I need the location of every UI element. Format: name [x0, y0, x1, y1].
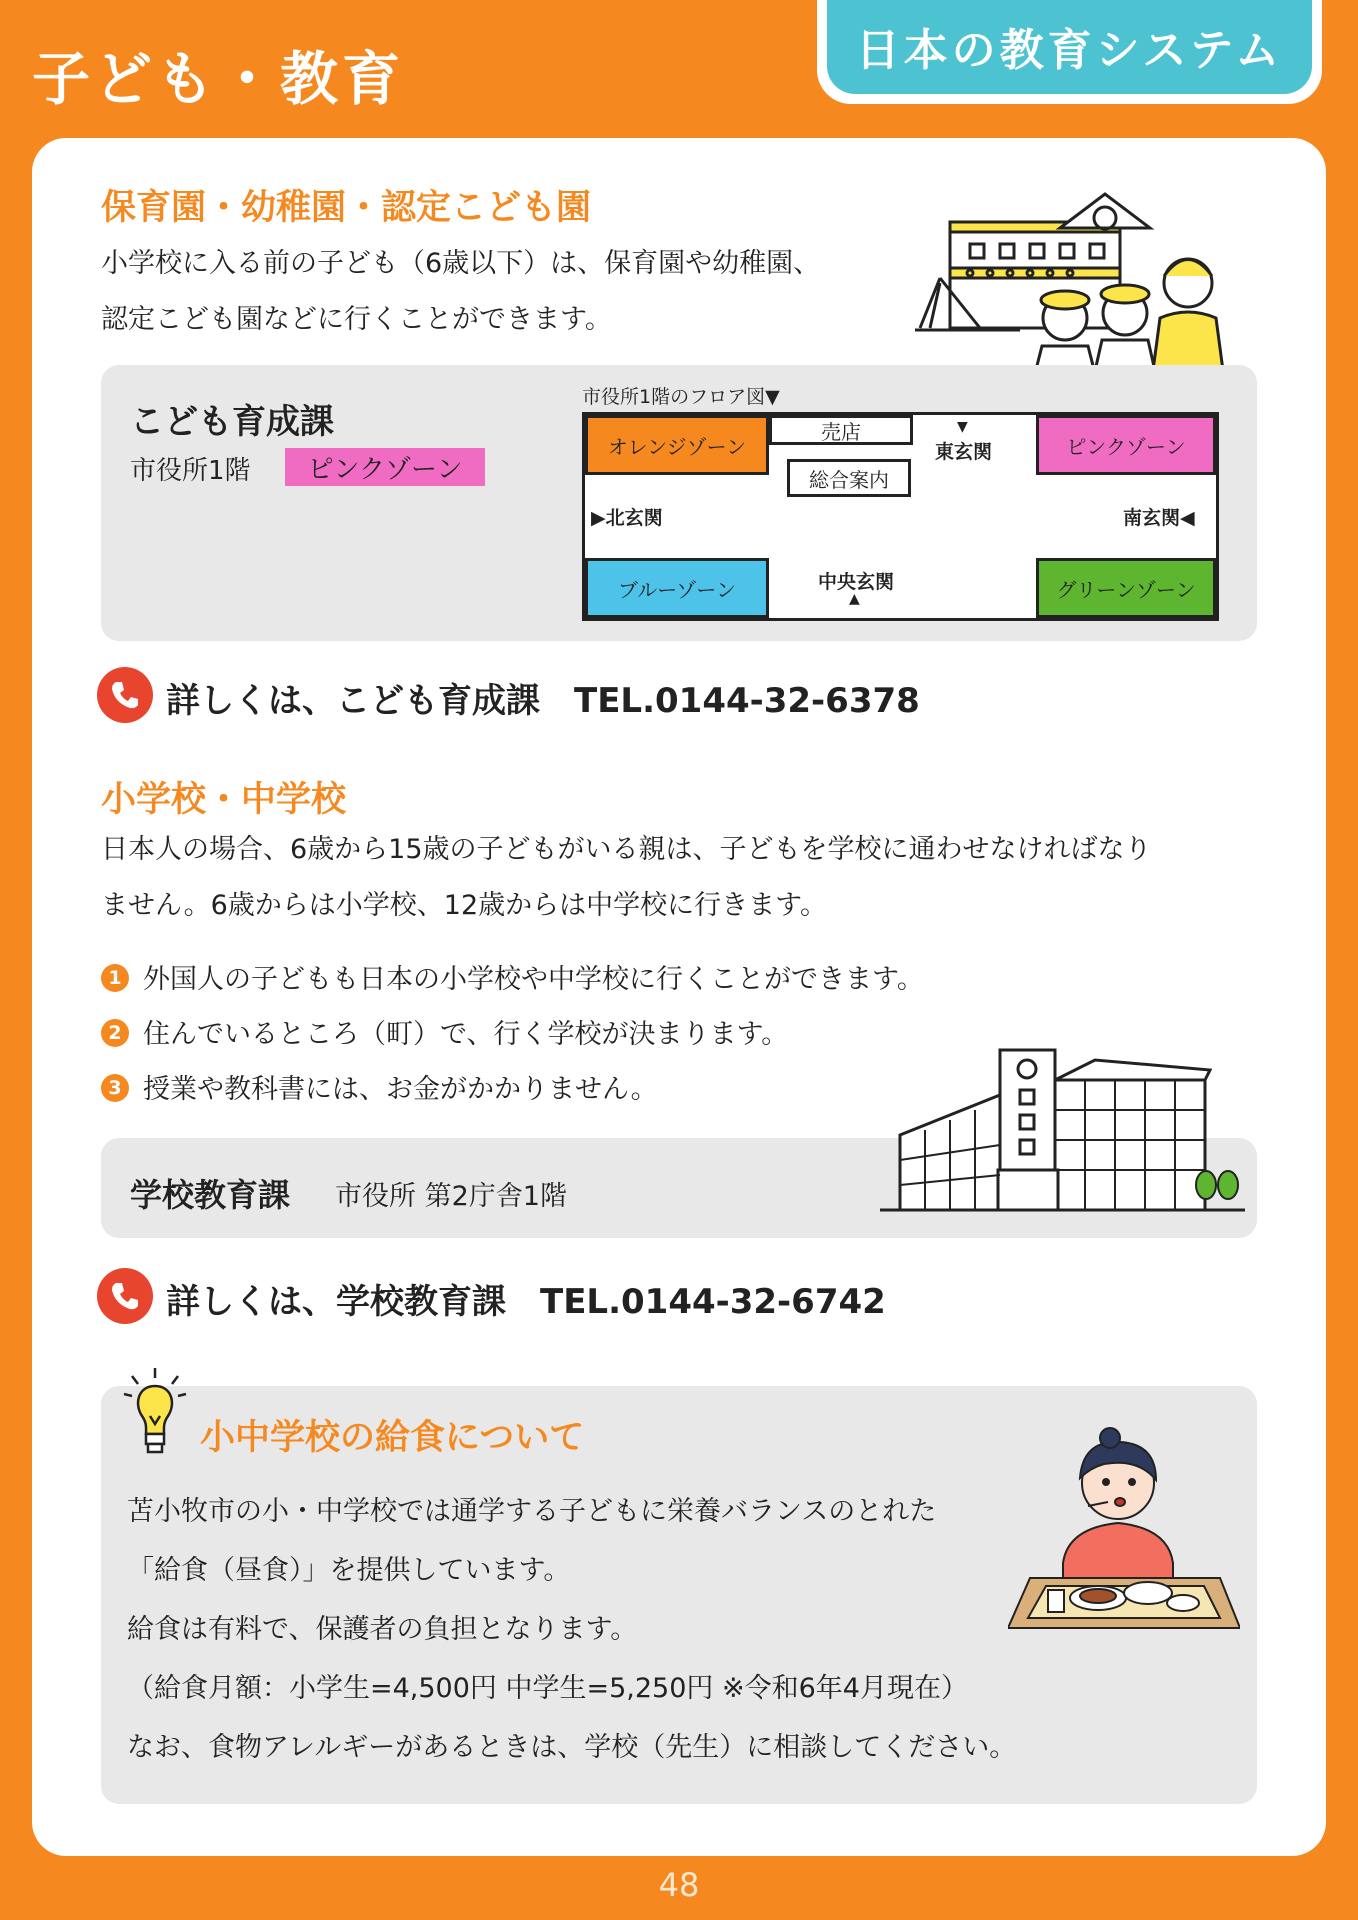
section-tab: 日本の教育システム	[827, 0, 1312, 94]
point-text: 授業や教科書には、お金がかかりません。	[143, 1074, 658, 1105]
lunch-heading: 小中学校の給食について	[200, 1418, 585, 1458]
girl-eating-lunch-illustration	[1008, 1418, 1240, 1638]
schools-text-1: 日本人の場合、6歳から15歳の子どもがいる親は、子どもを学校に通わせなければなり	[101, 834, 1152, 865]
east-arrow-icon: ▼	[957, 419, 968, 435]
point-text: 外国人の子どもも日本の小学校や中学校に行くことができます。	[143, 964, 924, 995]
lunch-line-5: なお、食物アレルギーがあるときは、学校（先生）に相談してください。	[127, 1732, 1017, 1763]
school-point-2	[101, 1008, 788, 1062]
blue-zone: ブルーゾーン	[585, 558, 769, 618]
phone-icon	[97, 667, 153, 723]
schools-text-2: ません。6歳からは小学校、12歳からは中学校に行きます。	[101, 890, 827, 921]
school-point-1	[101, 953, 924, 1007]
lunch-line-3: 給食は有料で、保護者の負担となります。	[127, 1614, 638, 1645]
point-number: 1	[101, 964, 129, 992]
kindergarten-illustration	[910, 188, 1240, 393]
info-desk: 総合案内	[787, 459, 911, 497]
green-zone: グリーンゾーン	[1036, 558, 1216, 618]
point-number: 3	[101, 1074, 129, 1102]
floor-map	[582, 412, 1219, 621]
pink-zone: ピンクゾーン	[1036, 415, 1216, 475]
north-entrance: ▶北玄関	[591, 507, 663, 529]
page-number: 48	[658, 1866, 700, 1904]
nursery-office-location: 市役所1階	[130, 456, 251, 486]
nursery-office-zone: ピンクゾーン	[285, 448, 485, 486]
floor-map-title: 市役所1階のフロア図▼	[582, 386, 780, 408]
lunch-line-2: 「給食（昼食）」を提供しています。	[127, 1555, 571, 1586]
lunch-line-4: （給食月額：小学生=4,500円 中学生=5,250円 ※令和6年4月現在）	[127, 1673, 968, 1704]
category-title: 子ども・教育	[32, 45, 405, 113]
orange-zone: オレンジゾーン	[585, 415, 769, 475]
shop: 売店	[769, 415, 913, 445]
central-arrow-icon: ▲	[849, 591, 860, 607]
east-entrance: 東玄関	[935, 441, 993, 463]
lunch-line-1: 苫小牧市の小・中学校では通学する子どもに栄養バランスのとれた	[127, 1496, 937, 1527]
school-building-illustration	[880, 1045, 1250, 1215]
school-point-3	[101, 1063, 658, 1117]
point-number: 2	[101, 1019, 129, 1047]
lightbulb-icon	[122, 1366, 188, 1466]
central-entrance: 中央玄関	[818, 571, 895, 593]
schools-office-name: 学校教育課	[130, 1176, 291, 1214]
point-text: 住んでいるところ（町）で、行く学校が決まります。	[143, 1019, 789, 1050]
nursery-text-1: 小学校に入る前の子ども（6歳以下）は、保育園や幼稚園、	[101, 248, 821, 279]
phone-icon	[97, 1268, 153, 1324]
nursery-office-name: こども育成課	[130, 402, 334, 442]
schools-office-location: 市役所 第2庁舎1階	[335, 1181, 567, 1212]
nursery-heading: 保育園・幼稚園・認定こども園	[101, 188, 592, 228]
nursery-text-2: 認定こども園などに行くことができます。	[101, 304, 612, 335]
nursery-contact: 詳しくは、こども育成課 TEL.0144-32-6378	[166, 681, 920, 721]
schools-heading: 小学校・中学校	[101, 780, 347, 820]
south-entrance: 南玄関◀	[1123, 507, 1195, 529]
schools-contact: 詳しくは、学校教育課 TEL.0144-32-6742	[166, 1282, 886, 1322]
